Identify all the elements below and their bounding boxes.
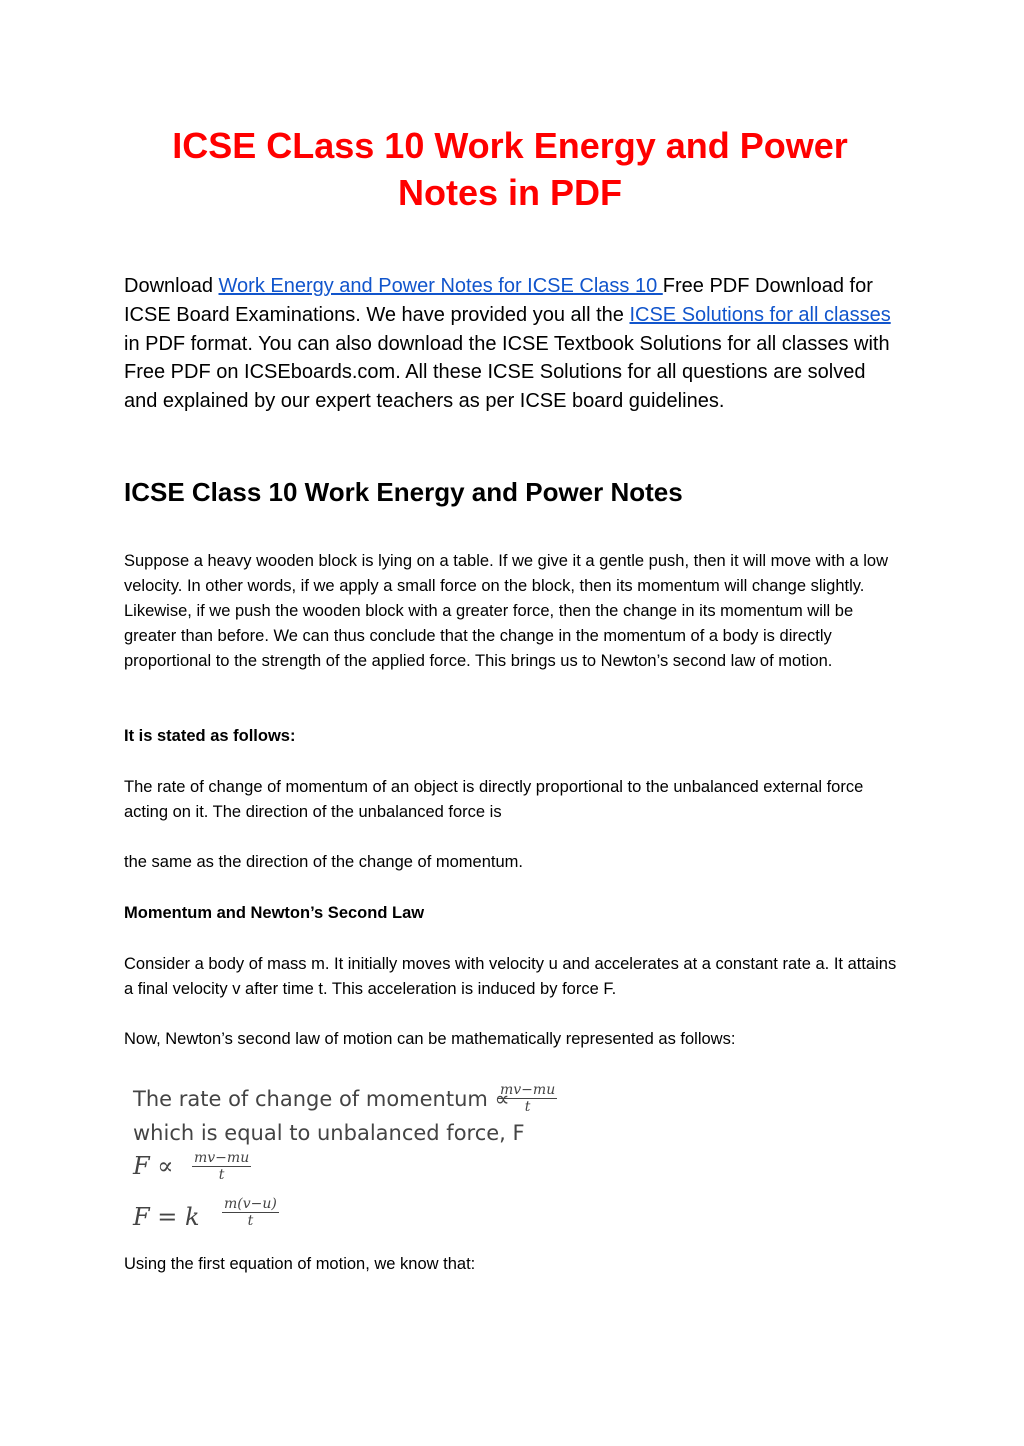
work-energy-notes-link[interactable]: Work Energy and Power Notes for ICSE Class 10 [218,275,663,297]
paragraph-first-equation: Using the first equation of motion, we know that: [124,1255,476,1273]
fraction-1-denominator: t [524,1099,531,1115]
formula-line-3: F ∝ [133,1152,174,1180]
section-heading: ICSE Class 10 Work Energy and Power Notes [124,477,683,507]
fraction-2-denominator: t [218,1167,225,1183]
intro-text-2: Free PDF Download for ICSE Board Examinations. We have provided you all the [124,275,873,326]
paragraph-law-statement: The rate of change of momentum of an object is directly proportional to the unbalanced external force acting on it. The direction of the unbalanced force is [124,778,864,821]
stated-heading: It is stated as follows: [124,727,296,745]
formula-fraction-2 [192,1150,251,1183]
paragraph-push-block: Suppose a heavy wooden block is lying on a table. If we give it a gentle push, then it will move with a low velocity. In other words, if we apply a small force on the block, then its momentum will change slightly. Likewise, if we push the wooden block with a greater force, then the change in its momentum will be greater than before. We can thus conclude that the change in the momentum of a body is directly proportional to the strength of the applied force. This brings us to Newton’s second law of motion. [124,552,889,670]
intro-paragraph [124,272,904,416]
intro-text-3: in PDF format. You can also download the ICSE Textbook Solutions for all classes with Free PDF on ICSEboards.com. All these ICSE Solutions for all questions are solved and explained by our expert teachers as per ICSE board guidelines. [124,332,890,413]
fraction-3-denominator: t [247,1213,254,1229]
paragraph-representation: Now, Newton’s second law of motion can be mathematically represented as follows: [124,1030,736,1048]
fraction-1-numerator: mv−mu [500,1082,556,1098]
title-line-2: Notes in PDF [397,172,622,213]
fraction-2-numerator: mv−mu [194,1150,250,1166]
formula-image [130,1078,590,1243]
fraction-3-numerator: m(v−u) [224,1196,277,1212]
page-title [100,122,920,216]
icse-solutions-link[interactable]: ICSE Solutions for all classes [629,303,891,326]
subheading-momentum: Momentum and Newton’s Second Law [124,904,425,922]
formula-line-4: F = k [133,1203,200,1231]
formula-fraction-3 [222,1196,279,1229]
title-line-1: ICSE CLass 10 Work Energy and Power [172,125,848,166]
intro-text-1: Download [124,275,219,297]
formula-line-1: The rate of change of momentum ∝ [133,1087,510,1111]
paragraph-body-mass: Consider a body of mass m. It initially moves with velocity u and accelerates at a constant rate a. It attains a final velocity v after time t. This acceleration is induced by force F. [124,955,897,998]
formula-line-2: which is equal to unbalanced force, F [133,1121,525,1145]
paragraph-direction: the same as the direction of the change of momentum. [124,853,523,871]
formula-fraction-1 [498,1082,557,1115]
